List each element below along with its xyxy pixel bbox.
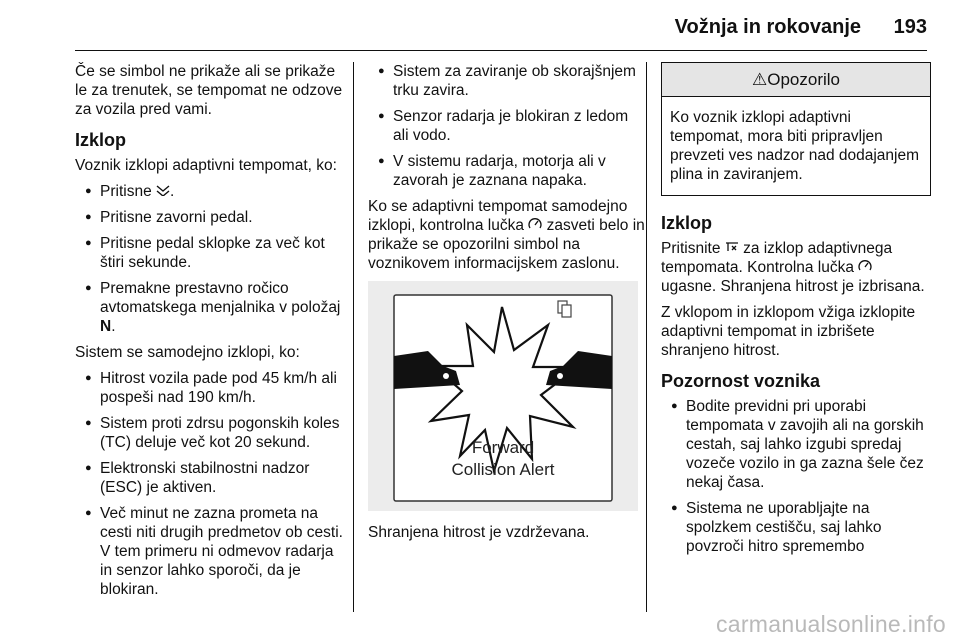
gear-position: N bbox=[100, 318, 112, 335]
warning-body: Ko voznik izklopi adaptivni tempomat, mora biti pripravljen prevzeti ves nadzor nad dodajanjem plina in zaviranjem. bbox=[670, 109, 920, 183]
deactivation-list bbox=[75, 182, 345, 336]
figure-label-line2: Collision Alert bbox=[451, 460, 555, 479]
list-item: ● Pritisne . bbox=[75, 182, 345, 201]
page-header bbox=[75, 0, 927, 51]
list-item: ● Elektronski stabilnostni nadzor (ESC) je aktiven. bbox=[75, 459, 345, 497]
list-item: ● Sistem proti zdrsu pogonskih koles (TC) deluje več kot 20 sekund. bbox=[75, 414, 345, 452]
list-item: ● Sistem za zaviranje ob skorajšnjem trku zavira. bbox=[368, 62, 638, 100]
figure-label-line1: Forward bbox=[471, 438, 535, 457]
switch-off-paragraph: Pritisnite za izklop adaptivnega tempomata. Kontrolna lučka ugasne. Shranjena hitrost je izbrisana. bbox=[661, 240, 925, 295]
watermark: carmanualsonline.info bbox=[715, 611, 946, 637]
list-item: ● V sistemu radarja, motorja ali v zavorah je zaznana napaka. bbox=[368, 152, 638, 190]
list-item: ● Sistema ne uporabljajte na spolzkem cestišču, saj lahko povzroči hitro spremembo bbox=[661, 499, 931, 556]
ignition-paragraph: Z vklopom in izklopom vžiga izklopite adaptivni tempomat in izbrišete shranjeno hitrost. bbox=[661, 304, 916, 359]
list-item: ● Več minut ne zazna prometa na cesti niti drugih predmetov ob cesti. V tem primeru ni odmevov radarja in senzor lahko sporoči, da je blokiran. bbox=[75, 504, 345, 599]
auto-off-paragraph: Ko se adaptivni tempomat samodejno izklopi, kontrolna lučka zasveti belo in prikaže se opozorilni simbol na voznikovem informacijskem zaslonu. bbox=[368, 198, 645, 272]
warning-box bbox=[661, 62, 931, 196]
list-item: ● Premakne prestavno ročico avtomatskega menjalnika v položaj N. bbox=[75, 279, 345, 336]
list-item: ● Pritisne zavorni pedal. bbox=[75, 208, 345, 227]
cruise-control-switch-icon bbox=[725, 239, 739, 258]
collision-alert-figure bbox=[368, 281, 638, 511]
column-divider bbox=[646, 62, 647, 612]
section-heading: Izklop bbox=[75, 130, 127, 150]
section-heading: Pozornost voznika bbox=[661, 371, 821, 391]
auto-deactivation-list-cont bbox=[368, 62, 638, 190]
list-item: ● Senzor radarja je blokiran z ledom ali vodo. bbox=[368, 107, 638, 145]
cruise-control-lamp-icon bbox=[528, 216, 542, 235]
auto-deactivation-list bbox=[75, 369, 345, 599]
chapter-title: Vožnja in rokovanje bbox=[674, 16, 861, 38]
list-item: ● Pritisne pedal sklopke za več kot štiri sekunde. bbox=[75, 234, 345, 272]
auto-lead-paragraph: Sistem se samodejno izklopi, ko: bbox=[75, 344, 300, 361]
figure-caption: Shranjena hitrost je vzdrževana. bbox=[368, 524, 590, 541]
page-number: 193 bbox=[893, 16, 927, 38]
cruise-control-lamp-icon bbox=[858, 258, 872, 277]
column-divider bbox=[353, 62, 354, 612]
list-item: ● Bodite previdni pri uporabi tempomata v zavojih ali na gorskih cestah, saj lahko izgubi spredaj vozeče vozilo in ga zazna šele čez nekaj časa. bbox=[661, 397, 931, 492]
lead-paragraph: Voznik izklopi adaptivni tempomat, ko: bbox=[75, 157, 337, 174]
section-heading: Izklop bbox=[661, 213, 713, 233]
collision-alert-illustration bbox=[368, 281, 638, 511]
column-1 bbox=[75, 62, 345, 606]
cancel-switch-icon bbox=[156, 182, 170, 201]
warning-header bbox=[662, 63, 930, 97]
column-2 bbox=[368, 62, 645, 549]
attention-list bbox=[661, 397, 931, 556]
warning-title: Opozorilo bbox=[767, 70, 840, 89]
warning-triangle-icon: ⚠ bbox=[751, 70, 768, 89]
intro-paragraph: Če se simbol ne prikaže ali se prikaže le za trenutek, se tempomat ne odzove za vozila pred vami. bbox=[75, 63, 343, 118]
list-item: ● Hitrost vozila pade pod 45 km/h ali pospeši nad 190 km/h. bbox=[75, 369, 345, 407]
column-3 bbox=[661, 62, 931, 563]
